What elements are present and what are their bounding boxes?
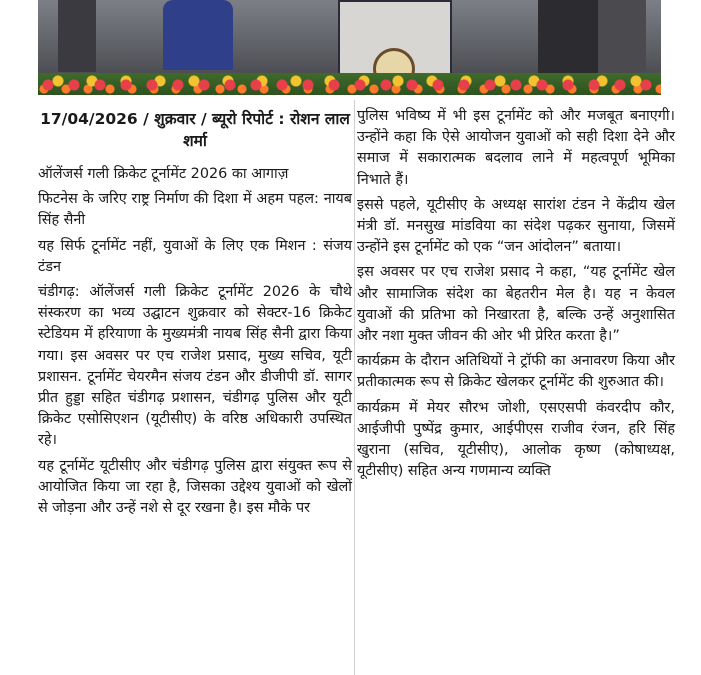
column-divider — [354, 100, 355, 675]
article-right-column — [357, 106, 675, 486]
flower-decoration — [38, 73, 661, 95]
dateline: 17/04/2026 / शुक्रवार / ब्यूरो रिपोर्ट : रोशन लाल शर्मा — [40, 110, 350, 150]
body-paragraph: चंडीगढ़: ऑलेंजर्स गली क्रिकेट टूर्नामेंट 2026 के चौथे संस्करण का भव्य उद्घाटन शुक्रवार को सेक्टर-16 क्रिकेट स्टेडियम में हरियाणा के मुख्यमंत्री नायब सिंह सैनी द्वारा किया गया। इस अवसर पर एच राजेश प्रसाद, मुख्य सचिव, यूटी प्रशासन. टूर्नामेंट चेयरमैन संजय टंडन और डीजीपी डॉ. सागर प्रीत हुड्डा सहित चंडीगढ़ प्रशासन, चंडीगढ़ पुलिस और यूटी क्रिकेट एसोसिएशन (यूटीसीए) के वरिष्ठ अधिकारी उपस्थित रहे। — [38, 284, 352, 449]
body-paragraph: कार्यक्रम के दौरान अतिथियों ने ट्रॉफी का अनावरण किया और प्रतीकात्मक रूप से क्रिकेट खेलकर टूर्नामेंट की शुरुआत की। — [357, 353, 675, 391]
body-paragraph: कार्यक्रम में मेयर सौरभ जोशी, एसएसपी कंवरदीप कौर, आईजीपी पुष्पेंद्र कुमार, आईपीएस राजीव रंजन, हरि सिंह खुराना (सचिव, यूटीसीए), आलोक कृष्ण (कोषाध्यक्ष, यूटीसीए) सहित अन्य गणमान्य व्यक्ति — [357, 399, 675, 480]
body-paragraph: पुलिस भविष्य में भी इस टूर्नामेंट को और मजबूत बनाएगी। उन्होंने कहा कि ऐसे आयोजन युवाओं को सही दिशा देने और समाज में सकारात्मक बदलाव लाने में महत्वपूर्ण भूमिका निभाते हैं। — [357, 108, 675, 188]
event-photo — [38, 0, 661, 95]
headline-paragraph: ऑलेंजर्स गली क्रिकेट टूर्नामेंट 2026 का आगाज़ — [38, 166, 289, 182]
photo-figure — [58, 0, 96, 72]
photo-figure — [538, 0, 598, 82]
photo-figure — [163, 0, 233, 70]
body-paragraph: इस अवसर पर एच राजेश प्रसाद ने कहा, “यह टूर्नामेंट खेल और सामाजिक संदेश का बेहतरीन मेल है। यह न केवल युवाओं की प्रतिभा को निखारता है, बल्कि उन्हें अनुशासित और नशा मुक्त जीवन की ओर भी प्रेरित करता है।” — [357, 264, 675, 345]
body-paragraph: यह टूर्नामेंट यूटीसीए और चंडीगढ़ पुलिस द्वारा संयुक्त रूप से आयोजित किया जा रहा है, जिसका उद्देश्य युवाओं को खेलों से जोड़ना और उन्हें नशे से दूर रखना है। इस मौके पर — [38, 457, 352, 517]
photo-figure — [598, 0, 646, 80]
subheadline-paragraph: फिटनेस के जरिए राष्ट्र निर्माण की दिशा में अहम पहल: नायब सिंह सैनी — [38, 191, 352, 229]
body-paragraph: इससे पहले, यूटीसीए के अध्यक्ष सारांश टंडन ने केंद्रीय खेल मंत्री डॉ. मनसुख मांडविया का संदेश पढ़कर सुनाया, जिसमें उन्होंने इस टूर्नामेंट को एक “जन आंदोलन” बताया। — [357, 196, 675, 256]
subheadline-paragraph: यह सिर्फ टूर्नामेंट नहीं, युवाओं के लिए एक मिशन : संजय टंडन — [38, 237, 352, 275]
article-left-column — [38, 108, 352, 523]
